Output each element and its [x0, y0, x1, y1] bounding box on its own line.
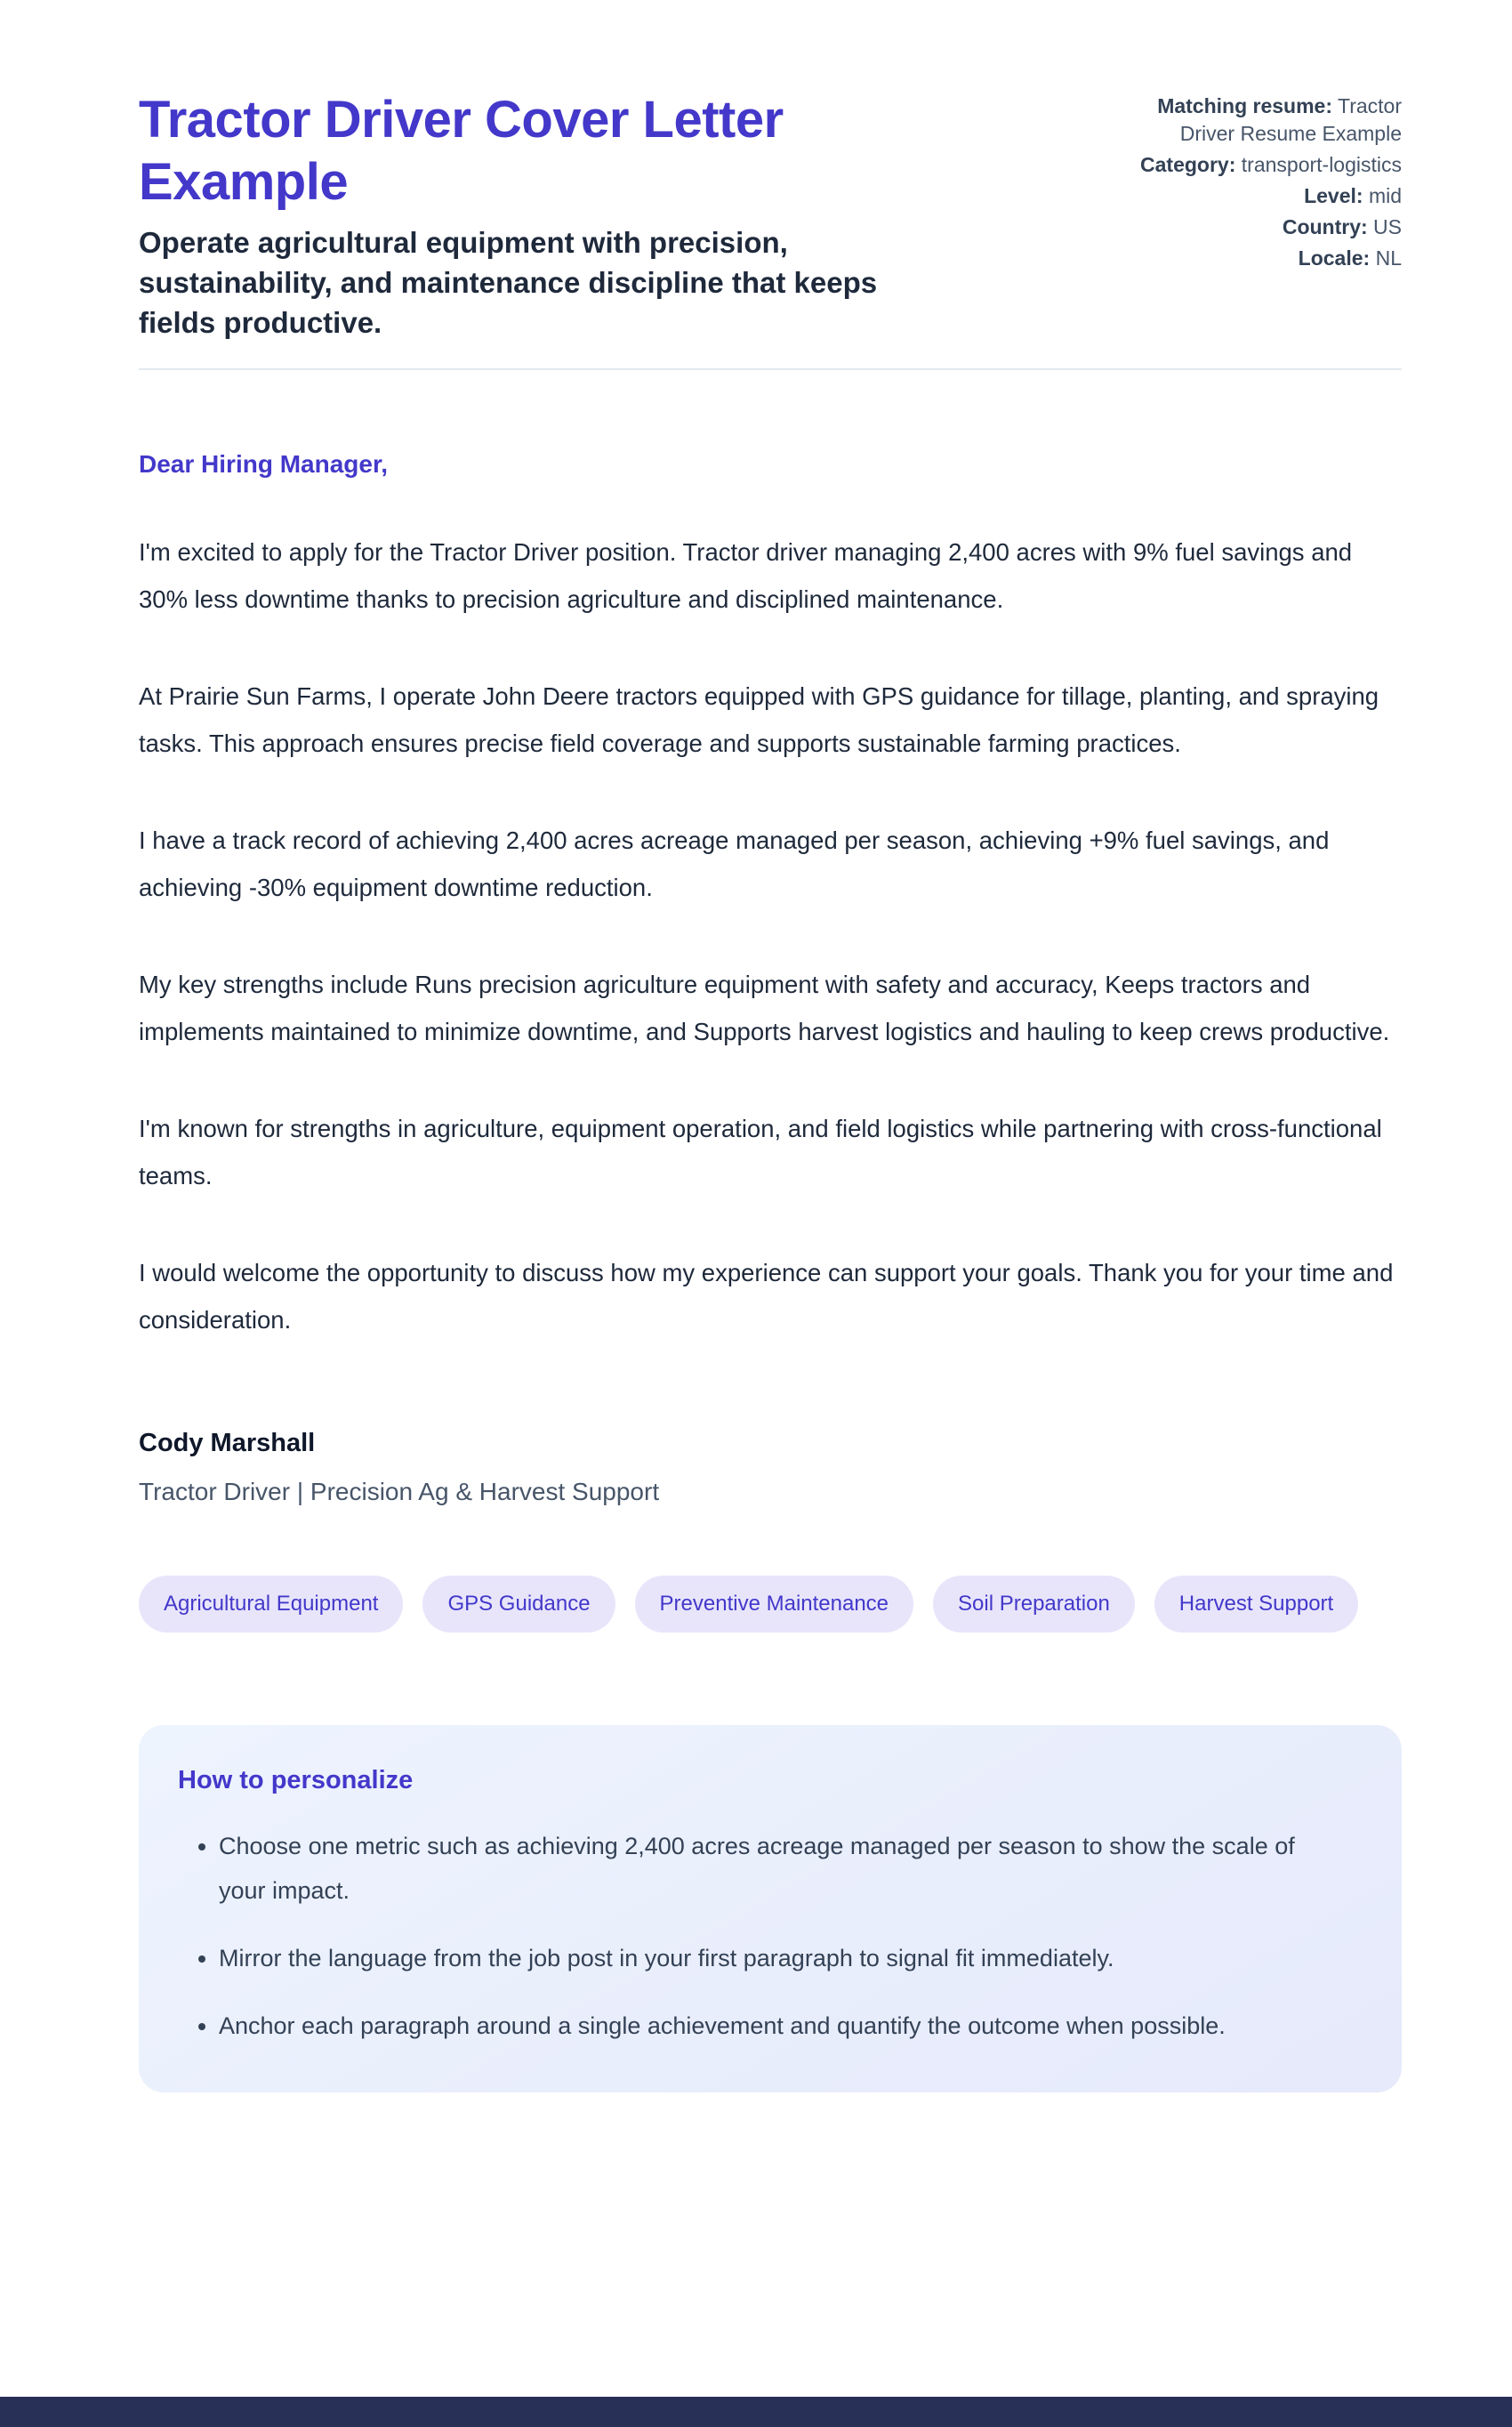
- meta-label: Level:: [1304, 184, 1363, 207]
- page-subtitle: Operate agricultural equipment with precision, sustainability, and maintenance discipline that keeps fields productive.: [139, 226, 878, 339]
- signature-title: Tractor Driver | Precision Ag & Harvest Support: [139, 1477, 660, 1505]
- personalize-tip: • Anchor each paragraph around a single achievement and quantify the outcome when possible.: [219, 2004, 1339, 2048]
- meta-label: Matching resume:: [1157, 94, 1333, 117]
- meta-label: Country:: [1282, 215, 1368, 238]
- meta-level: [1135, 182, 1402, 210]
- personalize-tip: • Mirror the language from the job post in your first paragraph to signal fit immediately.: [219, 1936, 1339, 1980]
- meta-value: Tractor Driver Resume Example: [1179, 94, 1402, 145]
- personalize-tip-list: [178, 1824, 1355, 2048]
- signature-name: Cody Marshall: [139, 1428, 316, 1457]
- tag-preventive-maintenance: Preventive Maintenance: [635, 1576, 913, 1633]
- letter-paragraph: My key strengths include Runs precision agriculture equipment with safety and accuracy, Keeps tractors and implements maintained to minimize downtime, and Supports harvest logistics and hauling to keep crews productive.: [139, 970, 1390, 1045]
- meta-country: [1135, 214, 1402, 241]
- header: [139, 89, 1402, 343]
- meta-value: mid: [1368, 184, 1402, 207]
- meta-value: US: [1373, 215, 1402, 238]
- page-title: Tractor Driver Cover Letter Example: [139, 91, 784, 211]
- letter-paragraph: At Prairie Sun Farms, I operate John Deere tractors equipped with GPS guidance for tillage, planting, and spraying tasks. This approach ensures precise field coverage and supports sustainable farming practices.: [139, 681, 1379, 757]
- header-left: [139, 89, 921, 343]
- personalize-title: How to personalize: [178, 1765, 414, 1794]
- meta-value: transport-logistics: [1241, 153, 1402, 176]
- letter-paragraph: I would welcome the opportunity to discuss how my experience can support your goals. Thank you for your time and consideration.: [139, 1258, 1394, 1334]
- letter-paragraph: I'm excited to apply for the Tractor Driver position. Tractor driver managing 2,400 acres with 9% fuel savings and 30% less downtime thanks to precision agriculture and disciplined maintenance.: [139, 537, 1353, 613]
- tag-harvest-support: Harvest Support: [1154, 1576, 1358, 1633]
- cover-letter: [139, 450, 1402, 1506]
- tag-soil-preparation: Soil Preparation: [933, 1576, 1135, 1633]
- letter-paragraph: I'm known for strengths in agriculture, equipment operation, and field logistics while partnering with cross-functional teams.: [139, 1114, 1382, 1189]
- meta-matching-resume: [1135, 93, 1402, 148]
- letter-paragraph: I have a track record of achieving 2,400 acres acreage managed per season, achieving +9% fuel savings, and achieving -30% equipment downtime reduction.: [139, 826, 1330, 901]
- tag-gps-guidance: GPS Guidance: [422, 1576, 615, 1633]
- footer-bar: [0, 2397, 1512, 2427]
- personalize-tip: • Choose one metric such as achieving 2,400 acres acreage managed per season to show the scale of your impact.: [219, 1824, 1339, 1913]
- tag-list: [139, 1576, 1402, 1633]
- meta-panel: [1135, 89, 1402, 276]
- salutation: Dear Hiring Manager,: [139, 449, 389, 478]
- tag-agricultural-equipment: Agricultural Equipment: [139, 1576, 403, 1633]
- meta-label: Locale:: [1298, 246, 1371, 270]
- meta-value: NL: [1375, 246, 1402, 270]
- meta-category: [1135, 151, 1402, 179]
- meta-label: Category:: [1140, 153, 1236, 176]
- meta-locale: [1135, 245, 1402, 272]
- divider: [139, 368, 1402, 370]
- personalize-box: [139, 1725, 1402, 2092]
